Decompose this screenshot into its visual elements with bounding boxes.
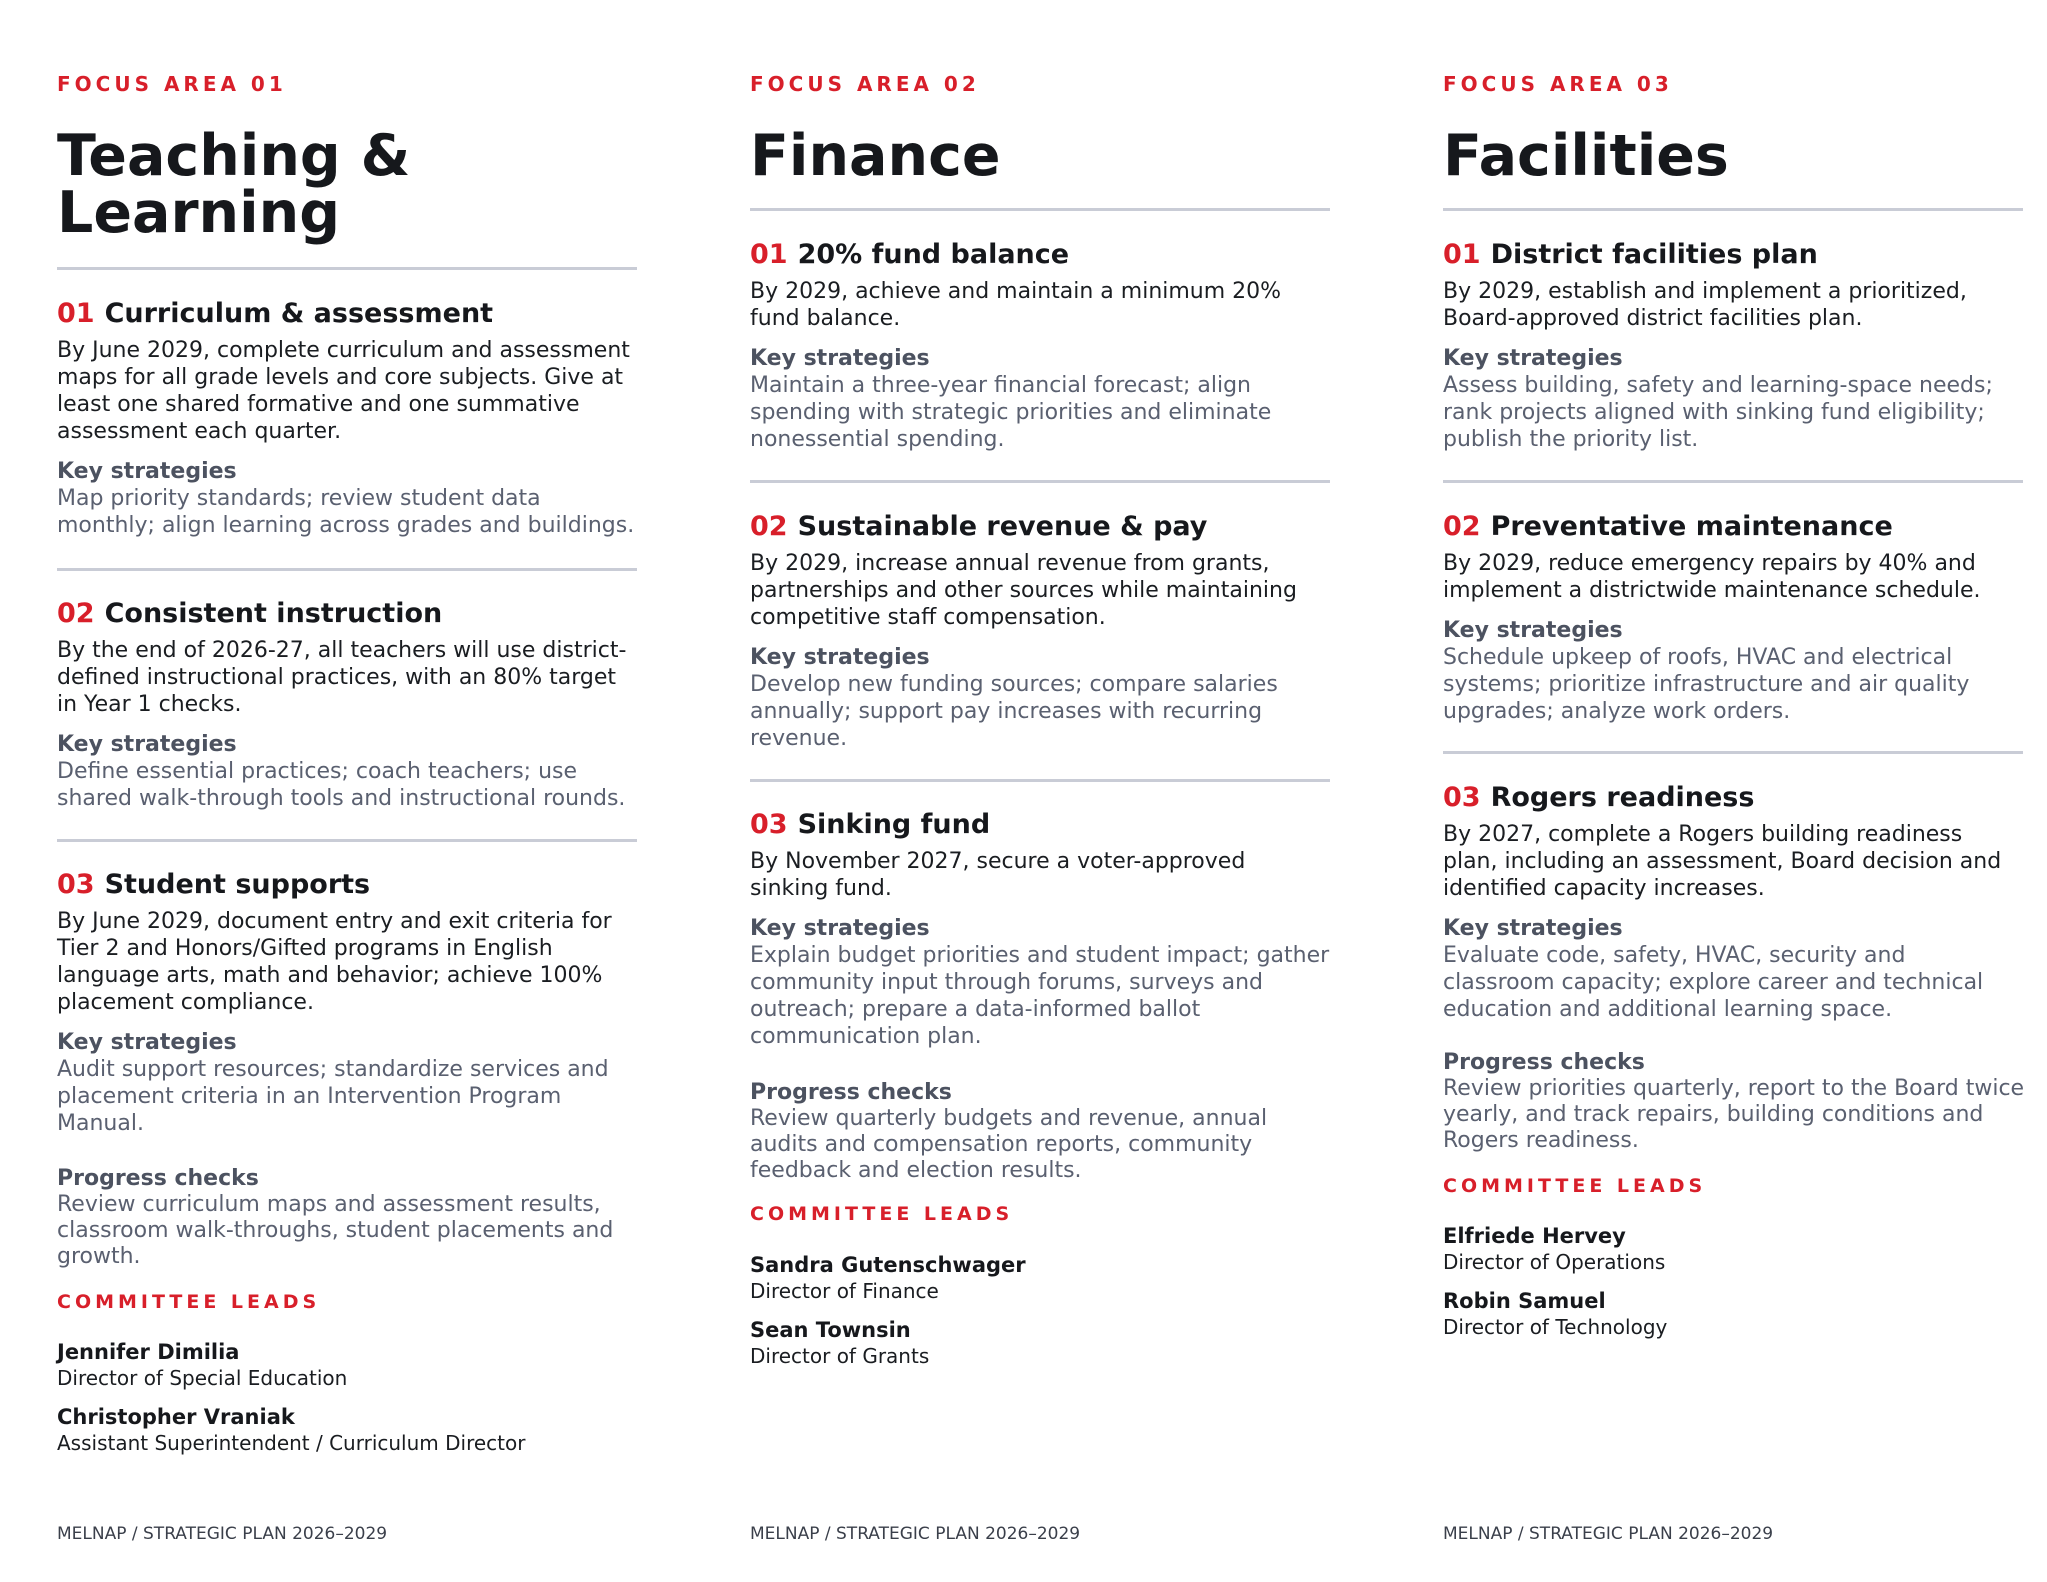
focus-area-title <box>1443 123 1729 189</box>
goal-description: By 2027, complete a Rogers building readiness plan, including an assessment, Board decision and identified capacity increases. <box>1443 822 2002 901</box>
goal-title: Rogers readiness <box>1490 782 1755 813</box>
page-footer: MELNAP / STRATEGIC PLAN 2026–2029 <box>1443 1524 1774 1544</box>
key-strategies-label: Key strategies <box>750 346 930 371</box>
focus-area-finance <box>750 0 1330 1582</box>
key-strategies-text: Audit support resources; standardize services and placement criteria in an Intervention Program Manual. <box>57 1057 609 1136</box>
title-line-1: Teaching & <box>57 123 411 189</box>
goal-description: By the end of 2026-27, all teachers will use district-defined instructional practices, with an 80% target in Year 1 checks. <box>57 638 627 717</box>
goal-title: Consistent instruction <box>104 598 443 629</box>
key-strategies-text: Explain budget priorities and student impact; gather community input through forums, surveys and outreach; prepare a data-informed ballot communication plan. <box>750 943 1330 1049</box>
lead-role: Director of Technology <box>1443 1315 1668 1339</box>
key-strategies-label: Key strategies <box>1443 618 1623 643</box>
goal-title: 20% fund balance <box>797 239 1070 270</box>
divider <box>1443 480 2023 483</box>
lead-role: Director of Special Education <box>57 1366 348 1390</box>
committee-lead <box>750 1252 1330 1304</box>
goal-heading <box>750 237 1330 273</box>
goal-title: District facilities plan <box>1490 239 1818 270</box>
focus-area-facilities <box>1443 0 2023 1582</box>
goal-title: Sustainable revenue & pay <box>797 511 1208 542</box>
goal-description: By June 2029, complete curriculum and assessment maps for all grade levels and core subjects. Give at least one shared formative and one summative assessment each quarter. <box>57 338 630 444</box>
goal-number: 02 <box>750 511 788 542</box>
key-strategies-text: Map priority standards; review student data monthly; align learning across grades and buildings. <box>57 486 635 538</box>
focus-area-label: FOCUS AREA 01 <box>57 72 287 96</box>
goal-block <box>750 807 1330 1050</box>
lead-name: Sean Townsin <box>750 1318 911 1342</box>
key-strategies-label: Key strategies <box>57 459 237 484</box>
focus-area-title <box>57 123 411 246</box>
progress-checks-label: Progress checks <box>1443 1050 1645 1075</box>
goal-title: Curriculum & assessment <box>104 298 494 329</box>
key-strategies-label: Key strategies <box>57 732 237 757</box>
committee-lead <box>750 1317 1330 1369</box>
key-strategies-text: Evaluate code, safety, HVAC, security and classroom capacity; explore career and technical education and additional learning space. <box>1443 943 1984 1022</box>
lead-role: Assistant Superintendent / Curriculum Director <box>57 1431 526 1455</box>
lead-role: Director of Grants <box>750 1344 930 1368</box>
goal-title: Student supports <box>104 869 371 900</box>
goal-block <box>750 237 1330 453</box>
goal-number: 02 <box>1443 511 1481 542</box>
progress-checks <box>1443 1050 2033 1154</box>
lead-role: Director of Finance <box>750 1279 939 1303</box>
goal-heading <box>750 807 1330 843</box>
lead-name: Jennifer Dimilia <box>57 1340 240 1364</box>
lead-role: Director of Operations <box>1443 1250 1666 1274</box>
title-line-1: Facilities <box>1443 123 1729 189</box>
progress-checks-label: Progress checks <box>750 1080 952 1105</box>
divider <box>750 208 1330 211</box>
goal-number: 01 <box>1443 239 1481 270</box>
goal-heading <box>750 509 1330 545</box>
key-strategies-text: Develop new funding sources; compare salaries annually; support pay increases with recurring revenue. <box>750 672 1278 751</box>
goal-block <box>1443 509 2023 725</box>
goal-heading <box>57 296 637 332</box>
key-strategies-label: Key strategies <box>1443 346 1623 371</box>
title-line-2: Learning <box>57 180 341 246</box>
goal-description: By June 2029, document entry and exit criteria for Tier 2 and Honors/Gifted programs in English language arts, math and behavior; achieve 100% placement compliance. <box>57 909 612 1015</box>
committee-lead <box>1443 1223 2023 1275</box>
lead-name: Christopher Vraniak <box>57 1405 295 1429</box>
committee-lead <box>57 1404 637 1456</box>
goal-block <box>57 296 637 539</box>
goal-title: Sinking fund <box>797 809 991 840</box>
focus-area-title <box>750 123 1001 189</box>
key-strategies-label: Key strategies <box>750 916 930 941</box>
goal-number: 01 <box>750 239 788 270</box>
goal-number: 03 <box>750 809 788 840</box>
committee-lead <box>1443 1288 2023 1340</box>
key-strategies-text: Assess building, safety and learning-space needs; rank projects aligned with sinking fund eligibility; publish the priority list. <box>1443 373 1993 452</box>
goal-title: Preventative maintenance <box>1490 511 1893 542</box>
divider <box>750 779 1330 782</box>
committee-leads-label: COMMITTEE LEADS <box>1443 1175 1707 1197</box>
page-footer: MELNAP / STRATEGIC PLAN 2026–2029 <box>750 1524 1081 1544</box>
goal-heading <box>57 596 637 632</box>
goal-heading <box>1443 237 2023 273</box>
divider <box>57 267 637 270</box>
lead-name: Robin Samuel <box>1443 1289 1606 1313</box>
divider <box>57 839 637 842</box>
key-strategies-label: Key strategies <box>1443 916 1623 941</box>
goal-heading <box>1443 780 2023 816</box>
goal-number: 01 <box>57 298 95 329</box>
progress-checks-text: Review priorities quarterly, report to the Board twice yearly, and track repairs, building conditions and Rogers readiness. <box>1443 1076 2025 1153</box>
divider <box>1443 751 2023 754</box>
progress-checks <box>750 1080 1340 1184</box>
key-strategies-text: Schedule upkeep of roofs, HVAC and electrical systems; prioritize infrastructure and air quality upgrades; analyze work orders. <box>1443 645 1970 724</box>
committee-lead <box>57 1339 637 1391</box>
key-strategies-text: Define essential practices; coach teachers; use shared walk-through tools and instructional rounds. <box>57 759 626 811</box>
focus-area-teaching-learning <box>57 0 637 1582</box>
key-strategies-label: Key strategies <box>57 1030 237 1055</box>
goal-description: By November 2027, secure a voter-approved sinking fund. <box>750 849 1246 901</box>
goal-description: By 2029, reduce emergency repairs by 40% and implement a districtwide maintenance schedule. <box>1443 551 1981 603</box>
divider <box>1443 208 2023 211</box>
page-footer: MELNAP / STRATEGIC PLAN 2026–2029 <box>57 1524 388 1544</box>
title-line-1: Finance <box>750 123 1001 189</box>
committee-leads-label: COMMITTEE LEADS <box>57 1291 321 1313</box>
goal-number: 02 <box>57 598 95 629</box>
goal-heading <box>1443 509 2023 545</box>
progress-checks-label: Progress checks <box>57 1166 259 1191</box>
focus-area-label: FOCUS AREA 02 <box>750 72 980 96</box>
goal-number: 03 <box>57 869 95 900</box>
progress-checks-text: Review curriculum maps and assessment results, classroom walk-throughs, student placements and growth. <box>57 1192 614 1269</box>
goal-number: 03 <box>1443 782 1481 813</box>
goal-description: By 2029, achieve and maintain a minimum 20% fund balance. <box>750 279 1282 331</box>
goal-block <box>1443 237 2023 453</box>
key-strategies-text: Maintain a three-year financial forecast; align spending with strategic priorities and eliminate nonessential spending. <box>750 373 1272 452</box>
lead-name: Sandra Gutenschwager <box>750 1253 1026 1277</box>
lead-name: Elfriede Hervey <box>1443 1224 1626 1248</box>
goal-block <box>57 596 637 812</box>
focus-area-label: FOCUS AREA 03 <box>1443 72 1673 96</box>
goal-block <box>1443 780 2023 1023</box>
key-strategies-label: Key strategies <box>750 645 930 670</box>
goal-description: By 2029, establish and implement a prioritized, Board-approved district facilities plan. <box>1443 279 1967 331</box>
committee-leads-label: COMMITTEE LEADS <box>750 1203 1014 1225</box>
divider <box>750 480 1330 483</box>
goal-description: By 2029, increase annual revenue from grants, partnerships and other sources while maintaining competitive staff compensation. <box>750 551 1297 630</box>
progress-checks-text: Review quarterly budgets and revenue, annual audits and compensation reports, community feedback and election results. <box>750 1106 1268 1183</box>
goal-block <box>57 867 637 1137</box>
progress-checks <box>57 1166 647 1270</box>
goal-block <box>750 509 1330 752</box>
goal-heading <box>57 867 637 903</box>
divider <box>57 568 637 571</box>
